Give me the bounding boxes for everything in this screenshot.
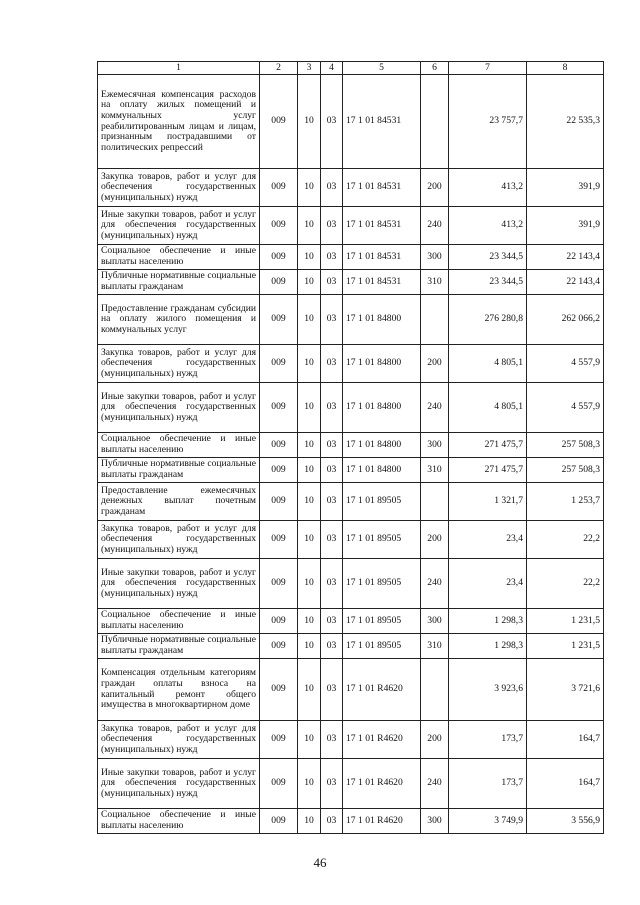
section-cell: 10 bbox=[298, 659, 321, 721]
target-article-cell: 17 1 01 R4620 bbox=[343, 759, 421, 809]
expense-type-cell bbox=[421, 659, 449, 721]
ministry-code-cell: 009 bbox=[260, 721, 298, 759]
ministry-code-cell: 009 bbox=[260, 634, 298, 659]
subsection-cell: 03 bbox=[321, 634, 343, 659]
amount-year2-cell: 257 508,3 bbox=[527, 458, 604, 483]
table-row bbox=[98, 295, 604, 345]
ministry-code-cell: 009 bbox=[260, 207, 298, 245]
ministry-code-cell: 009 bbox=[260, 75, 298, 169]
column-header: 3 bbox=[298, 62, 321, 75]
row-name-cell: Компенсация отдельным категориям граждан оплаты взноса на капитальный ремонт общего имущества в многоквартирном доме bbox=[98, 659, 260, 721]
budget-table bbox=[97, 61, 604, 834]
expense-type-cell bbox=[421, 75, 449, 169]
amount-year1-cell: 4 805,1 bbox=[449, 383, 527, 433]
amount-year1-cell: 23 757,7 bbox=[449, 75, 527, 169]
amount-year2-cell: 1 231,5 bbox=[527, 609, 604, 634]
ministry-code-cell: 009 bbox=[260, 295, 298, 345]
column-header: 5 bbox=[343, 62, 421, 75]
amount-year2-cell: 22,2 bbox=[527, 521, 604, 559]
amount-year2-cell: 1 231,5 bbox=[527, 634, 604, 659]
row-name-cell: Закупка товаров, работ и услуг для обеспечения государственных (муниципальных) нужд bbox=[98, 345, 260, 383]
amount-year1-cell: 276 280,8 bbox=[449, 295, 527, 345]
table-row bbox=[98, 345, 604, 383]
amount-year2-cell: 4 557,9 bbox=[527, 383, 604, 433]
subsection-cell: 03 bbox=[321, 75, 343, 169]
target-article-cell: 17 1 01 84800 bbox=[343, 433, 421, 458]
table-row bbox=[98, 721, 604, 759]
ministry-code-cell: 009 bbox=[260, 483, 298, 521]
expense-type-cell: 300 bbox=[421, 433, 449, 458]
subsection-cell: 03 bbox=[321, 245, 343, 270]
column-header: 7 bbox=[449, 62, 527, 75]
header-row bbox=[98, 62, 604, 75]
target-article-cell: 17 1 01 R4620 bbox=[343, 659, 421, 721]
table-row bbox=[98, 521, 604, 559]
subsection-cell: 03 bbox=[321, 759, 343, 809]
amount-year2-cell: 1 253,7 bbox=[527, 483, 604, 521]
expense-type-cell: 200 bbox=[421, 169, 449, 207]
expense-type-cell bbox=[421, 483, 449, 521]
table-row bbox=[98, 659, 604, 721]
section-cell: 10 bbox=[298, 345, 321, 383]
section-cell: 10 bbox=[298, 169, 321, 207]
expense-type-cell: 310 bbox=[421, 458, 449, 483]
target-article-cell: 17 1 01 84531 bbox=[343, 270, 421, 295]
target-article-cell: 17 1 01 84800 bbox=[343, 345, 421, 383]
amount-year1-cell: 1 298,3 bbox=[449, 609, 527, 634]
target-article-cell: 17 1 01 89505 bbox=[343, 521, 421, 559]
amount-year2-cell: 257 508,3 bbox=[527, 433, 604, 458]
section-cell: 10 bbox=[298, 721, 321, 759]
column-header: 1 bbox=[98, 62, 260, 75]
budget-table-page bbox=[97, 61, 603, 834]
amount-year1-cell: 1 298,3 bbox=[449, 634, 527, 659]
target-article-cell: 17 1 01 R4620 bbox=[343, 809, 421, 834]
ministry-code-cell: 009 bbox=[260, 659, 298, 721]
expense-type-cell: 240 bbox=[421, 207, 449, 245]
target-article-cell: 17 1 01 84531 bbox=[343, 169, 421, 207]
amount-year1-cell: 23,4 bbox=[449, 521, 527, 559]
row-name-cell: Публичные нормативные социальные выплаты гражданам bbox=[98, 458, 260, 483]
table-row bbox=[98, 609, 604, 634]
section-cell: 10 bbox=[298, 483, 321, 521]
amount-year2-cell: 22,2 bbox=[527, 559, 604, 609]
section-cell: 10 bbox=[298, 245, 321, 270]
row-name-cell: Предоставление ежемесячных денежных выплат почетным гражданам bbox=[98, 483, 260, 521]
row-name-cell: Иные закупки товаров, работ и услуг для обеспечения государственных (муниципальных) нужд bbox=[98, 759, 260, 809]
amount-year1-cell: 173,7 bbox=[449, 721, 527, 759]
section-cell: 10 bbox=[298, 634, 321, 659]
amount-year1-cell: 413,2 bbox=[449, 169, 527, 207]
amount-year1-cell: 3 923,6 bbox=[449, 659, 527, 721]
section-cell: 10 bbox=[298, 809, 321, 834]
column-header: 8 bbox=[527, 62, 604, 75]
expense-type-cell: 310 bbox=[421, 270, 449, 295]
amount-year2-cell: 3 556,9 bbox=[527, 809, 604, 834]
subsection-cell: 03 bbox=[321, 609, 343, 634]
table-row bbox=[98, 634, 604, 659]
table-row bbox=[98, 383, 604, 433]
section-cell: 10 bbox=[298, 521, 321, 559]
table-row bbox=[98, 433, 604, 458]
table-row bbox=[98, 458, 604, 483]
section-cell: 10 bbox=[298, 458, 321, 483]
section-cell: 10 bbox=[298, 433, 321, 458]
subsection-cell: 03 bbox=[321, 721, 343, 759]
amount-year1-cell: 271 475,7 bbox=[449, 433, 527, 458]
amount-year1-cell: 4 805,1 bbox=[449, 345, 527, 383]
amount-year1-cell: 23 344,5 bbox=[449, 245, 527, 270]
target-article-cell: 17 1 01 84800 bbox=[343, 383, 421, 433]
expense-type-cell: 240 bbox=[421, 383, 449, 433]
ministry-code-cell: 009 bbox=[260, 245, 298, 270]
expense-type-cell: 240 bbox=[421, 759, 449, 809]
ministry-code-cell: 009 bbox=[260, 383, 298, 433]
ministry-code-cell: 009 bbox=[260, 809, 298, 834]
subsection-cell: 03 bbox=[321, 559, 343, 609]
target-article-cell: 17 1 01 84800 bbox=[343, 295, 421, 345]
section-cell: 10 bbox=[298, 270, 321, 295]
row-name-cell: Закупка товаров, работ и услуг для обеспечения государственных (муниципальных) нужд bbox=[98, 721, 260, 759]
column-header: 4 bbox=[321, 62, 343, 75]
amount-year2-cell: 4 557,9 bbox=[527, 345, 604, 383]
table-row bbox=[98, 207, 604, 245]
row-name-cell: Иные закупки товаров, работ и услуг для обеспечения государственных (муниципальных) нужд bbox=[98, 207, 260, 245]
ministry-code-cell: 009 bbox=[260, 169, 298, 207]
target-article-cell: 17 1 01 84531 bbox=[343, 75, 421, 169]
amount-year2-cell: 22 535,3 bbox=[527, 75, 604, 169]
ministry-code-cell: 009 bbox=[260, 759, 298, 809]
section-cell: 10 bbox=[298, 559, 321, 609]
expense-type-cell: 240 bbox=[421, 559, 449, 609]
row-name-cell: Публичные нормативные социальные выплаты гражданам bbox=[98, 634, 260, 659]
expense-type-cell: 300 bbox=[421, 609, 449, 634]
section-cell: 10 bbox=[298, 759, 321, 809]
column-header: 6 bbox=[421, 62, 449, 75]
amount-year1-cell: 1 321,7 bbox=[449, 483, 527, 521]
amount-year1-cell: 23 344,5 bbox=[449, 270, 527, 295]
section-cell: 10 bbox=[298, 383, 321, 433]
table-row bbox=[98, 759, 604, 809]
target-article-cell: 17 1 01 89505 bbox=[343, 559, 421, 609]
section-cell: 10 bbox=[298, 609, 321, 634]
ministry-code-cell: 009 bbox=[260, 270, 298, 295]
amount-year2-cell: 22 143,4 bbox=[527, 270, 604, 295]
amount-year1-cell: 413,2 bbox=[449, 207, 527, 245]
section-cell: 10 bbox=[298, 75, 321, 169]
subsection-cell: 03 bbox=[321, 169, 343, 207]
subsection-cell: 03 bbox=[321, 270, 343, 295]
row-name-cell: Социальное обеспечение и иные выплаты населению bbox=[98, 433, 260, 458]
expense-type-cell: 300 bbox=[421, 245, 449, 270]
amount-year1-cell: 23,4 bbox=[449, 559, 527, 609]
expense-type-cell: 310 bbox=[421, 634, 449, 659]
expense-type-cell: 300 bbox=[421, 809, 449, 834]
table-row bbox=[98, 483, 604, 521]
amount-year2-cell: 3 721,6 bbox=[527, 659, 604, 721]
ministry-code-cell: 009 bbox=[260, 609, 298, 634]
row-name-cell: Предоставление гражданам субсидии на оплату жилого помещения и коммунальных услуг bbox=[98, 295, 260, 345]
subsection-cell: 03 bbox=[321, 521, 343, 559]
ministry-code-cell: 009 bbox=[260, 433, 298, 458]
subsection-cell: 03 bbox=[321, 433, 343, 458]
target-article-cell: 17 1 01 84531 bbox=[343, 207, 421, 245]
expense-type-cell: 200 bbox=[421, 345, 449, 383]
expense-type-cell: 200 bbox=[421, 721, 449, 759]
target-article-cell: 17 1 01 84531 bbox=[343, 245, 421, 270]
amount-year2-cell: 22 143,4 bbox=[527, 245, 604, 270]
target-article-cell: 17 1 01 89505 bbox=[343, 609, 421, 634]
table-row bbox=[98, 169, 604, 207]
subsection-cell: 03 bbox=[321, 295, 343, 345]
row-name-cell: Иные закупки товаров, работ и услуг для обеспечения государственных (муниципальных) нужд bbox=[98, 559, 260, 609]
amount-year2-cell: 164,7 bbox=[527, 759, 604, 809]
row-name-cell: Иные закупки товаров, работ и услуг для обеспечения государственных (муниципальных) нужд bbox=[98, 383, 260, 433]
row-name-cell: Ежемесячная компенсация расходов на оплату жилых помещений и коммунальных услуг реабилитированным лицам и лицам, признанным пострадавшими от политических репрессий bbox=[98, 75, 260, 169]
subsection-cell: 03 bbox=[321, 207, 343, 245]
ministry-code-cell: 009 bbox=[260, 458, 298, 483]
table-row bbox=[98, 245, 604, 270]
target-article-cell: 17 1 01 R4620 bbox=[343, 721, 421, 759]
subsection-cell: 03 bbox=[321, 458, 343, 483]
subsection-cell: 03 bbox=[321, 345, 343, 383]
row-name-cell: Социальное обеспечение и иные выплаты населению bbox=[98, 809, 260, 834]
subsection-cell: 03 bbox=[321, 483, 343, 521]
row-name-cell: Социальное обеспечение и иные выплаты населению bbox=[98, 609, 260, 634]
ministry-code-cell: 009 bbox=[260, 345, 298, 383]
row-name-cell: Социальное обеспечение и иные выплаты населению bbox=[98, 245, 260, 270]
subsection-cell: 03 bbox=[321, 659, 343, 721]
target-article-cell: 17 1 01 89505 bbox=[343, 483, 421, 521]
row-name-cell: Закупка товаров, работ и услуг для обеспечения государственных (муниципальных) нужд bbox=[98, 521, 260, 559]
column-header: 2 bbox=[260, 62, 298, 75]
expense-type-cell: 200 bbox=[421, 521, 449, 559]
ministry-code-cell: 009 bbox=[260, 521, 298, 559]
page-number: 46 bbox=[313, 855, 327, 870]
row-name-cell: Публичные нормативные социальные выплаты гражданам bbox=[98, 270, 260, 295]
table-row bbox=[98, 75, 604, 169]
row-name-cell: Закупка товаров, работ и услуг для обеспечения государственных (муниципальных) нужд bbox=[98, 169, 260, 207]
amount-year1-cell: 173,7 bbox=[449, 759, 527, 809]
section-cell: 10 bbox=[298, 295, 321, 345]
section-cell: 10 bbox=[298, 207, 321, 245]
target-article-cell: 17 1 01 89505 bbox=[343, 634, 421, 659]
ministry-code-cell: 009 bbox=[260, 559, 298, 609]
subsection-cell: 03 bbox=[321, 383, 343, 433]
amount-year2-cell: 391,9 bbox=[527, 207, 604, 245]
amount-year1-cell: 3 749,9 bbox=[449, 809, 527, 834]
amount-year2-cell: 164,7 bbox=[527, 721, 604, 759]
table-row bbox=[98, 270, 604, 295]
table-row bbox=[98, 559, 604, 609]
amount-year1-cell: 271 475,7 bbox=[449, 458, 527, 483]
target-article-cell: 17 1 01 84800 bbox=[343, 458, 421, 483]
amount-year2-cell: 262 066,2 bbox=[527, 295, 604, 345]
expense-type-cell bbox=[421, 295, 449, 345]
subsection-cell: 03 bbox=[321, 809, 343, 834]
amount-year2-cell: 391,9 bbox=[527, 169, 604, 207]
table-row bbox=[98, 809, 604, 834]
